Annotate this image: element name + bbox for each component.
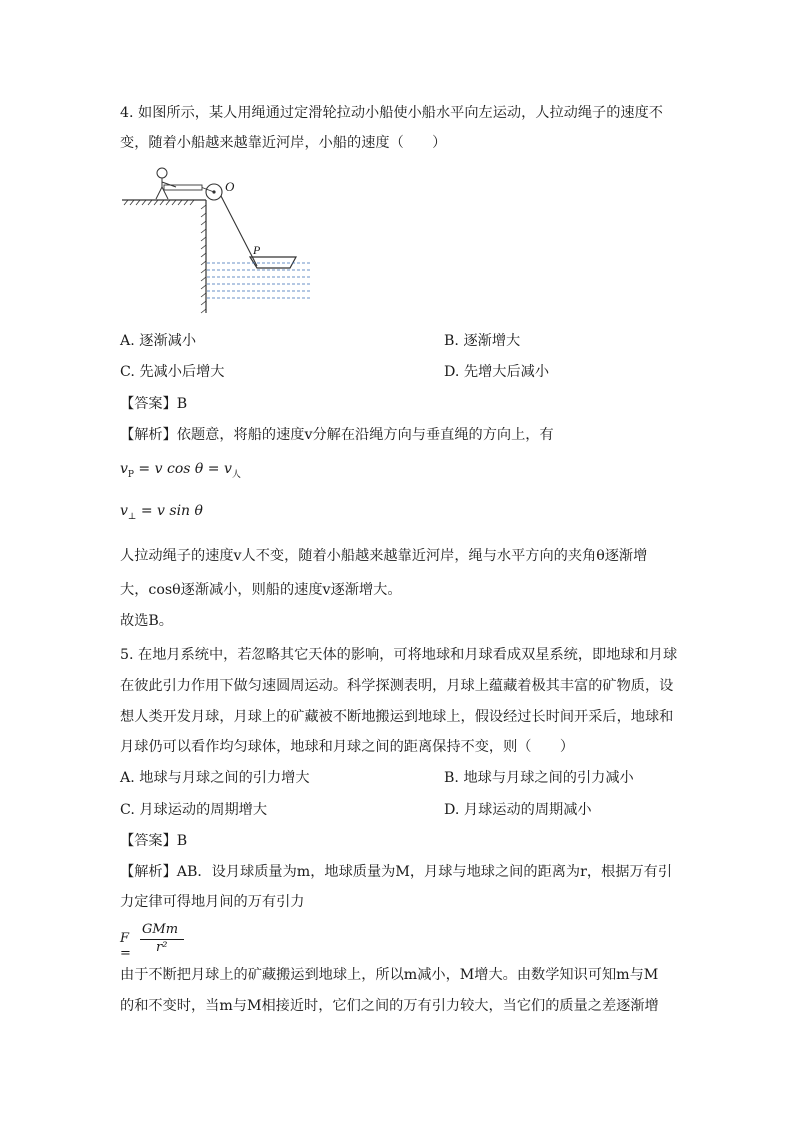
q5-option-b: B. 地球与月球之间的引力减小 — [444, 770, 634, 786]
q4-stem-line-1: 4. 如图所示，某人用绳通过定滑轮拉动小船使小船水平向左运动，人拉动绳子的速度不 — [120, 105, 663, 121]
q5-stem-line-3: 想人类开发月球，月球上的矿藏被不断地搬运到地球上，假设经过长时间开采后，地球和 — [120, 709, 674, 725]
analysis-text: 依题意，将船的速度v分解在沿绳方向与垂直绳的方向上，有 — [176, 427, 554, 443]
q5-option-c: C. 月球运动的周期增大 — [120, 802, 268, 818]
q4-option-d: D. 先增大后减小 — [444, 364, 550, 380]
answer-value: B — [176, 833, 188, 849]
q4-analysis-line-1 — [120, 425, 554, 445]
q4-option-a: A. 逐渐减小 — [120, 333, 197, 349]
q4-analysis-line-3: 大，cosθ逐渐减小，则船的速度v逐渐增大。 — [120, 582, 402, 598]
q4-option-b: B. 逐渐增大 — [444, 333, 521, 349]
q5-stem-line-4: 月球仍可以看作均匀球体，地球和月球之间的距离保持不变，则（ ） — [120, 739, 575, 755]
q5-option-a: A. 地球与月球之间的引力增大 — [120, 770, 310, 786]
q4-equation-1: $v_P = v$ $\cos \theta = v_人$ — [120, 461, 241, 480]
q5-analysis-line-4: 的和不变时，当m与M相接近时，它们之间的万有引力较大，当它们的质量之差逐渐增 — [120, 998, 659, 1014]
analysis-tag: 【解析】 — [120, 427, 177, 443]
answer-tag: 【答案】 — [120, 396, 177, 412]
answer-tag: 【答案】 — [120, 833, 177, 849]
q4-conclusion: 故选B。 — [120, 613, 173, 629]
q5-analysis-line-1 — [120, 862, 672, 882]
analysis-text: AB．设月球质量为m，地球质量为M，月球与地球之间的距离为r，根据万有引 — [176, 864, 673, 880]
answer-value: B — [176, 396, 188, 412]
analysis-tag: 【解析】 — [120, 864, 177, 880]
label-o: O — [225, 179, 235, 194]
q5-answer — [120, 831, 187, 851]
q5-stem-line-1: 5. 在地月系统中，若忽略其它天体的影响，可将地球和月球看成双星系统，即地球和月球 — [120, 647, 678, 663]
q5-stem-line-2: 在彼此引力作用下做匀速圆周运动。科学探测表明，月球上蕴藏着极其丰富的矿物质，设 — [120, 678, 674, 694]
q5-analysis-line-2: 力定律可得地月间的万有引力 — [120, 894, 305, 910]
boat-pulley-figure — [118, 165, 318, 315]
q4-analysis-line-2: 人拉动绳子的速度v人不变，随着小船越来越靠近河岸，绳与水平方向的夹角θ逐渐增 — [120, 548, 648, 564]
q4-option-c: C. 先减小后增大 — [120, 364, 225, 380]
q5-analysis-line-3: 由于不断把月球上的矿藏搬运到地球上，所以m减小，M增大。由数学知识可知m与M — [120, 967, 659, 983]
q4-equation-2: $v_\perp = v$ sin θ — [120, 503, 203, 522]
q5-option-d: D. 月球运动的周期减小 — [444, 802, 592, 818]
q4-stem-line-2: 变，随着小船越来越靠近河岸，小船的速度（ ） — [120, 135, 447, 151]
label-p: P — [253, 243, 261, 257]
q4-answer — [120, 394, 187, 414]
